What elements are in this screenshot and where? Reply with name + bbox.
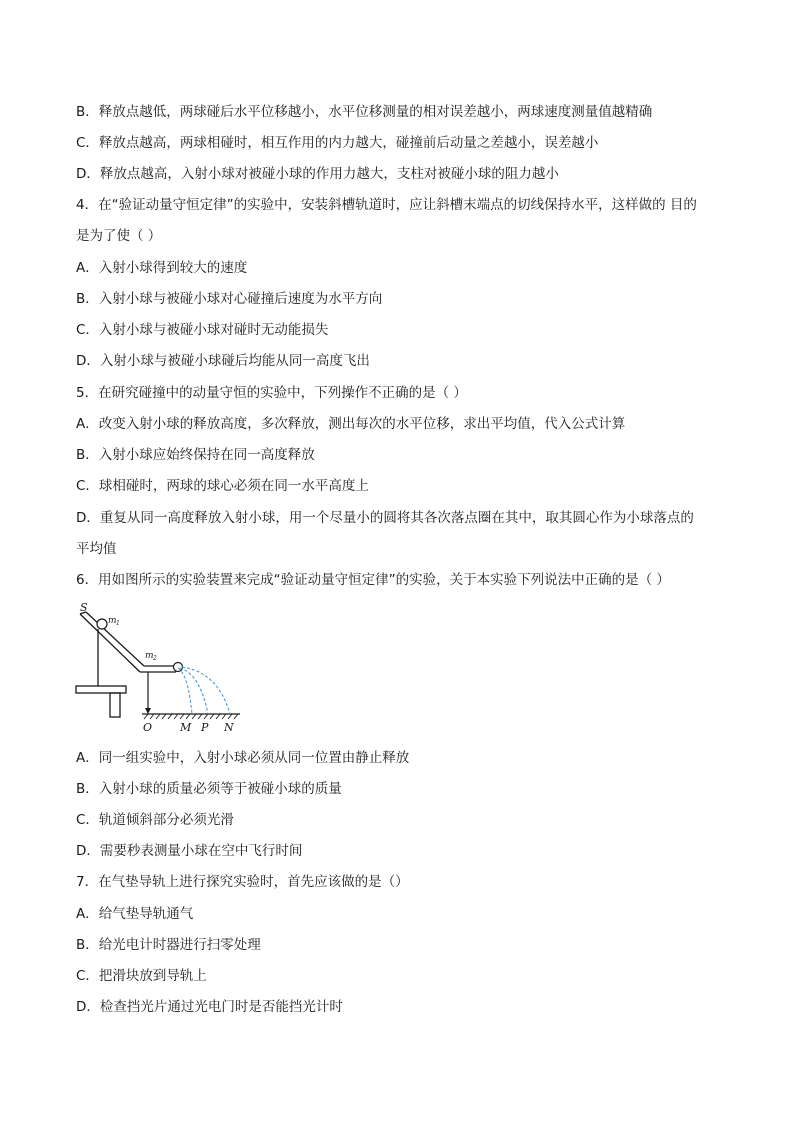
- option-6c: C．轨道倾斜部分必须光滑: [76, 812, 234, 828]
- question-4-stem-line1: 4．在“验证动量守恒定律”的实验中，安装斜槽轨道时，应让斜槽末端点的切线保持水平，这样做的 目的: [76, 197, 697, 213]
- option-4d: D．入射小球与被碰小球碰后均能从同一高度飞出: [76, 353, 370, 369]
- label-n-point: N: [224, 721, 234, 734]
- ball-m1: [97, 619, 107, 629]
- trajectory-n: [182, 667, 230, 714]
- label-m1: m: [108, 616, 117, 626]
- option-5a: A．改变入射小球的释放高度，多次释放，测出每次的水平位移，求出平均值，代入公式计算: [76, 416, 626, 432]
- table-top: [76, 686, 126, 693]
- option-6d: D．需要秒表测量小球在空中飞行时间: [76, 843, 303, 859]
- trajectory-m: [178, 668, 192, 714]
- option-5b: B．入射小球应始终保持在同一高度释放: [76, 447, 315, 463]
- question-4-stem-line2: 是为了使（ ）: [76, 228, 162, 244]
- collision-apparatus-figure: [70, 602, 250, 736]
- option-6a: A．同一组实验中，入射小球必须从同一位置由静止释放: [76, 750, 410, 766]
- option-4b: B．入射小球与被碰小球对心碰撞后速度为水平方向: [76, 291, 383, 307]
- label-o: O: [143, 721, 153, 734]
- option-6b: B．入射小球的质量必须等于被碰小球的质量: [76, 781, 342, 797]
- trajectory-p: [180, 668, 208, 714]
- label-m2: m: [145, 651, 154, 661]
- question-6-stem: 6．用如图所示的实验装置来完成“验证动量守恒定律”的实验，关于本实验下列说法中正确的是（ ）: [76, 572, 670, 588]
- option-3c: C．释放点越高，两球相碰时，相互作用的内力越大，碰撞前后动量之差越小，误差越小: [76, 135, 599, 151]
- label-m-point: M: [180, 721, 192, 734]
- ground-hatching: [144, 714, 238, 719]
- option-5d-line2: 平均值: [76, 541, 117, 557]
- option-3d: D．释放点越高，入射小球对被碰小球的作用力越大，支柱对被碰小球的阻力越小: [76, 166, 559, 182]
- table-leg: [110, 693, 120, 717]
- option-7c: C．把滑块放到导轨上: [76, 968, 207, 984]
- option-7a: A．给气垫导轨通气: [76, 906, 194, 922]
- plumb-arrow-icon: [145, 708, 151, 714]
- option-7b: B．给光电计时器进行扫零处理: [76, 937, 261, 953]
- option-5d-line1: D．重复从同一高度释放入射小球，用一个尽量小的圆将其各次落点圈在其中，取其圆心作为小球落点的: [76, 510, 694, 526]
- apparatus-diagram: [70, 602, 250, 736]
- option-3b: B．释放点越低，两球碰后水平位移越小，水平位移测量的相对误差越小，两球速度测量值越精确: [76, 104, 653, 120]
- label-m2-subscript: 2: [153, 655, 157, 662]
- question-7-stem: 7．在气垫导轨上进行探究实验时，首先应该做的是（）: [76, 874, 409, 890]
- option-4a: A．入射小球得到较大的速度: [76, 260, 248, 276]
- option-4c: C．入射小球与被碰小球对碰时无动能损失: [76, 322, 329, 338]
- label-m1-subscript: 1: [116, 620, 120, 627]
- option-5c: C．球相碰时，两球的球心必须在同一水平高度上: [76, 478, 369, 494]
- ball-m2: [174, 663, 183, 672]
- label-s: S: [80, 602, 88, 614]
- option-7d: D．检查挡光片通过光电门时是否能挡光计时: [76, 999, 343, 1015]
- question-5-stem: 5．在研究碰撞中的动量守恒的实验中，下列操作不正确的是（ ）: [76, 385, 467, 401]
- label-p-point: P: [201, 721, 209, 734]
